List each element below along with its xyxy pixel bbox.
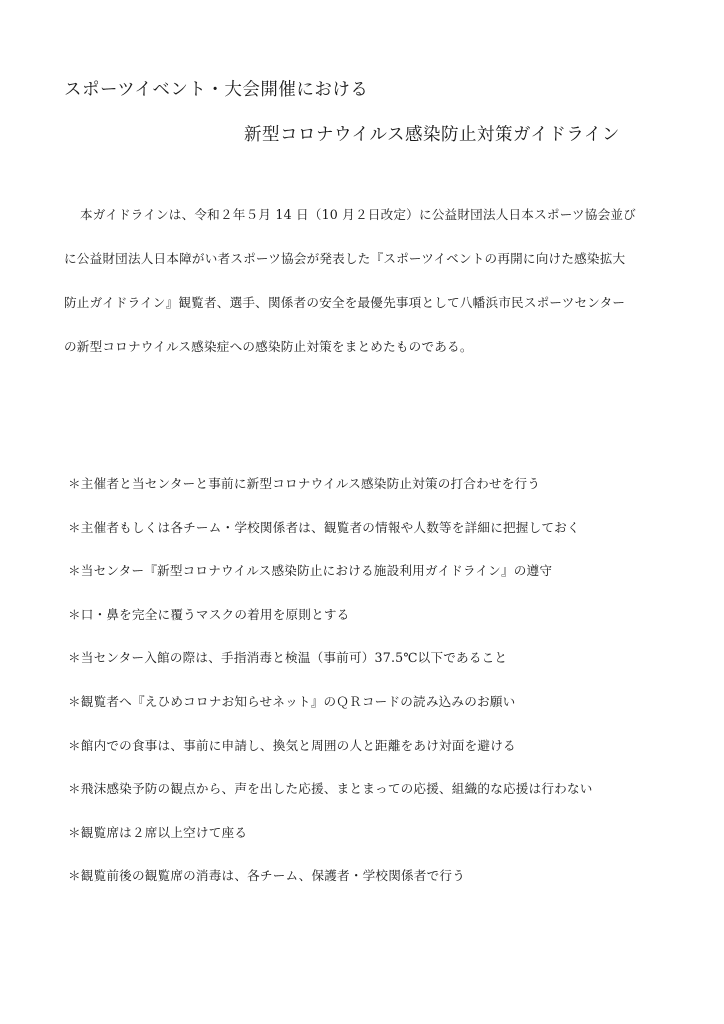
intro-line-4: の新型コロナウイルス感染症への感染防止対策をまとめたものである。 xyxy=(64,339,473,354)
intro-line-3: 防止ガイドライン』観覧者、選手、関係者の安全を最優先事項として八幡浜市民スポーツセンター xyxy=(64,295,626,310)
title-line-1: スポーツイベント・大会開催における xyxy=(64,80,369,100)
rule-item-10: ＊観覧前後の観覧席の消毒は、各チーム、保護者・学校関係者で行う xyxy=(68,868,465,884)
intro-line-1: 本ガイドラインは、令和２年５月 14 日（10 月２日改定）に公益財団法人日本スポーツ協会並び xyxy=(80,207,636,222)
rule-item-3: ＊当センター『新型コロナウイルス感染防止における施設利用ガイドライン』の遵守 xyxy=(68,563,553,579)
title-line-2: 新型コロナウイルス感染防止対策ガイドライン xyxy=(244,125,620,145)
guideline-rules-list xyxy=(68,474,668,910)
rule-item-1: ＊主催者と当センターと事前に新型コロナウイルス感染防止対策の打合わせを行う xyxy=(68,476,541,491)
rule-item-4: ＊口・鼻を完全に覆うマスクの着用を原則とする xyxy=(68,606,350,622)
intro-line-2: に公益財団法人日本障がい者スポーツ協会が発表した『スポーツイベントの再開に向けた感染拡大 xyxy=(64,251,626,266)
intro-paragraph xyxy=(64,205,664,381)
rule-item-6: ＊観覧者へ『えひめコロナお知らせネット』のＱＲコードの読み込みのお願い xyxy=(68,693,516,709)
rule-item-2: ＊主催者もしくは各チーム・学校関係者は、観覧者の情報や人数等を詳細に把握しておく xyxy=(68,519,580,535)
rule-item-8: ＊飛沫感染予防の観点から、声を出した応援、まとまっての応援、組織的な応援は行わない xyxy=(68,781,593,797)
rule-item-9: ＊観覧席は２席以上空けて座る xyxy=(68,824,248,840)
rule-item-5: ＊当センター入館の際は、手指消毒と検温（事前可）37.5℃以下であること xyxy=(68,650,508,666)
rule-item-7: ＊館内での食事は、事前に申請し、換気と周囲の人と距離をあけ対面を避ける xyxy=(68,737,516,753)
